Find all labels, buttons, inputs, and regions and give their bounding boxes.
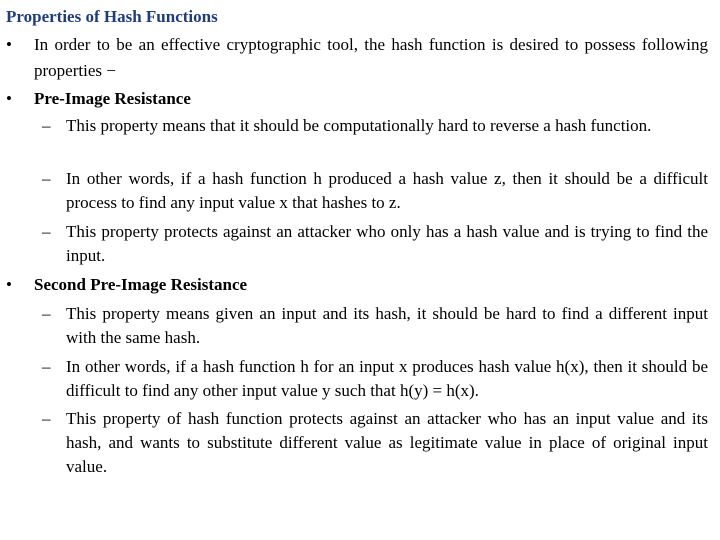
intro-bullet — [6, 32, 708, 84]
section-heading-text: Pre-Image Resistance — [34, 89, 191, 108]
intro-text: In order to be an effective cryptographic tool, the hash function is desired to possess following properties − — [34, 35, 708, 80]
list-item-text: In other words, if a hash function h for an input x produces hash value h(x), then it should be difficult to find any other input value y such that h(y) = h(x). — [66, 357, 708, 400]
list-item — [42, 167, 708, 215]
section-heading-pre-image — [6, 86, 708, 112]
list-item — [42, 407, 708, 479]
bullet-mark: • — [6, 89, 12, 108]
dash-mark: – — [42, 116, 51, 135]
list-item — [42, 302, 708, 350]
list-item-text: This property protects against an attacker who only has a hash value and is trying to find the input. — [66, 222, 708, 265]
bullet-mark: • — [6, 275, 12, 294]
section-heading-second-pre-image — [6, 272, 708, 298]
list-item-text: In other words, if a hash function h produced a hash value z, then it should be a difficult process to find any input value x that hashes to z. — [66, 169, 708, 212]
list-item — [42, 220, 708, 268]
list-item-text: This property means given an input and its hash, it should be hard to find a different input with the same hash. — [66, 304, 708, 347]
dash-mark: – — [42, 357, 51, 376]
dash-mark: – — [42, 169, 51, 188]
list-item-text: This property of hash function protects against an attacker who has an input value and its hash, and wants to substitute different value as legitimate value in place of original input value. — [66, 409, 708, 476]
dash-mark: – — [42, 409, 51, 428]
list-item-text: This property means that it should be computationally hard to reverse a hash function. — [66, 116, 652, 135]
section-heading-text: Second Pre-Image Resistance — [34, 275, 248, 294]
bullet-mark: • — [6, 35, 12, 54]
dash-mark: – — [42, 222, 51, 241]
slide-title: Properties of Hash Functions — [6, 7, 218, 26]
dash-mark: – — [42, 304, 51, 323]
list-item — [42, 355, 708, 403]
list-item — [42, 114, 708, 138]
